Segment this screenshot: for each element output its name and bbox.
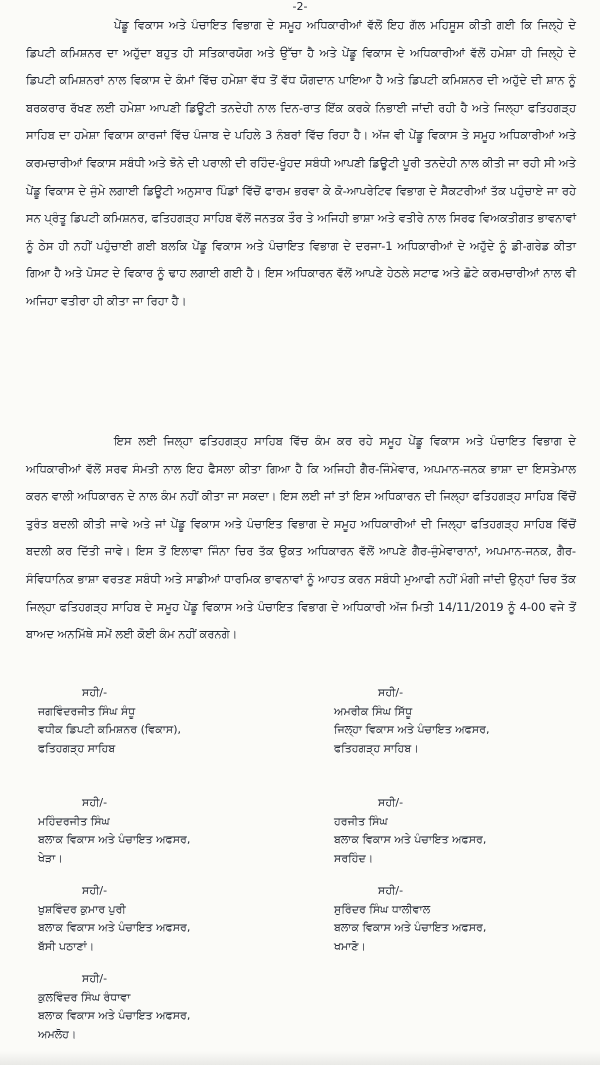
signatory-location: ਬੱਸੀ ਪਠਾਣਾਂ। bbox=[38, 939, 95, 953]
signatory-location: ਫਤਿਹਗੜ੍ਹ ਸਾਹਿਬ। bbox=[334, 741, 419, 755]
signature-mark: ਸਹੀ/- bbox=[82, 686, 108, 699]
signatory-name: ਹਰਜੀਤ ਸਿੰਘ bbox=[334, 814, 388, 828]
signatory-designation: ਵਧੀਕ ਡਿਪਟੀ ਕਮਿਸ਼ਨਰ (ਵਿਕਾਸ), bbox=[38, 723, 182, 736]
signatory-name: ਜਗਵਿੰਦਰਜੀਤ ਸਿੰਘ ਸੰਧੂ bbox=[38, 704, 136, 718]
signature-mark: ਸਹੀ/- bbox=[378, 884, 404, 897]
signature-block-3 bbox=[38, 794, 190, 868]
signatory-location: ਖੇੜਾ। bbox=[38, 851, 63, 865]
signature-block-2 bbox=[334, 684, 490, 758]
paragraph-2-block bbox=[26, 428, 576, 649]
paragraph-2: ਇਸ ਲਈ ਜਿਲ੍ਹਾ ਫਤਿਹਗੜ੍ਹ ਸਾਹਿਬ ਵਿੱਚ ਕੰਮ ਕਰ ਰਹੇ ਸਮੂਹ ਪੇਂਡੂ ਵਿਕਾਸ ਅਤੇ ਪੰਚਾਇਤ ਵਿਭਾਗ ਦੇ ਅਧਿਕਾਰੀਆਂ ਵੱਲੋਂ ਸਰਵ ਸੰਮਤੀ ਨਾਲ ਇਹ ਫੈਸਲਾ ਕੀਤਾ ਗਿਆ ਹੈ ਕਿ ਅਜਿਹੀ ਗੈਰ-ਜਿੰਮੇਵਾਰ, ਅਪਮਾਨ-ਜਨਕ ਭਾਸ਼ਾ ਦਾ ਇਸਤੇਮਾਲ ਕਰਨ ਵਾਲੀ ਅਧਿਕਾਰਨ ਦੇ ਨਾਲ ਕੰਮ ਨਹੀਂ ਕੀਤਾ ਜਾ ਸਕਦਾ। ਇਸ ਲਈ ਜਾਂ ਤਾਂ ਇਸ ਅਧਿਕਾਰਨ ਦੀ ਜਿਲ੍ਹਾ ਫਤਿਹਗੜ੍ਹ ਸਾਹਿਬ ਵਿੱਚੋਂ ਤੁਰੰਤ ਬਦਲੀ ਕੀਤੀ ਜਾਵੇ ਅਤੇ ਜਾਂ ਪੇਂਡੂ ਵਿਕਾਸ ਅਤੇ ਪੰਚਾਇਤ ਵਿਭਾਗ ਦੇ ਸਮੂਹ ਅਧਿਕਾਰੀਆਂ ਦੀ ਜਿਲ੍ਹਾ ਫਤਿਹਗੜ੍ਹ ਸਾਹਿਬ ਵਿੱਚੋਂ ਬਦਲੀ ਕਰ ਦਿੱਤੀ ਜਾਵੇ। ਇਸ ਤੋਂ ਇਲਾਵਾ ਜਿੰਨਾ ਚਿਰ ਤੱਕ ਉਕਤ ਅਧਿਕਾਰਨ ਵੱਲੋਂ ਆਪਣੇ ਗੈਰ-ਜੁੰਮੇਵਾਰਾਨਾਂ, ਅਪਮਾਨ-ਜਨਕ, ਗੈਰ-ਸੰਵਿਧਾਨਿਕ ਭਾਸ਼ਾ ਵਰਤਣ ਸਬੰਧੀ ਅਤੇ ਸਾਡੀਆਂ ਧਾਰਮਿਕ ਭਾਵਨਾਵਾਂ ਨੂੰ ਆਹਤ ਕਰਨ ਸਬੰਧੀ ਮੁਆਫੀ ਨਹੀਂ ਮੰਗੀ ਜਾਂਦੀ ਉਨ੍ਹਾਂ ਚਿਰ ਤੱਕ ਜਿਲ੍ਹਾ ਫਤਿਹਗੜ੍ਹ ਸਾਹਿਬ ਦੇ ਸਮੂਹ ਪੇਂਡੂ ਵਿਕਾਸ ਅਤੇ ਪੰਚਾਇਤ ਵਿਭਾਗ ਦੇ ਅਧਿਕਾਰੀ ਅੱਜ ਮਿਤੀ 14/11/2019 ਨੂੰ 4-00 ਵਜੇ ਤੋਂ ਬਾਅਦ ਅਨਮਿੱਥੇ ਸਮੇਂ ਲਈ ਕੋਈ ਕੰਮ ਨਹੀਂ ਕਰਨਗੇ। bbox=[26, 434, 576, 642]
signatory-name: ਕੁਲਵਿੰਦਰ ਸਿੰਘ ਰੰਧਾਵਾ bbox=[38, 990, 131, 1004]
signature-block-7 bbox=[38, 970, 190, 1044]
page-bottom-edge bbox=[0, 1051, 600, 1065]
signatory-location: ਅਮਲੋਹ। bbox=[38, 1027, 77, 1041]
signatory-designation: ਬਲਾਕ ਵਿਕਾਸ ਅਤੇ ਪੰਚਾਇਤ ਅਫਸਰ, bbox=[38, 1009, 191, 1022]
signature-mark: ਸਹੀ/- bbox=[378, 796, 404, 809]
signature-block-1 bbox=[38, 684, 181, 758]
signatory-name: ਮਹਿੰਦਰਜੀਤ ਸਿੰਘ bbox=[38, 814, 110, 828]
signatory-location: ਫਤਿਹਗੜ੍ਹ ਸਾਹਿਬ bbox=[38, 741, 116, 755]
paragraph-1: ਪੇਂਡੂ ਵਿਕਾਸ ਅਤੇ ਪੰਚਾਇਤ ਵਿਭਾਗ ਦੇ ਸਮੂਹ ਅਧਿਕਾਰੀਆਂ ਵੱਲੋਂ ਇਹ ਗੱਲ ਮਹਿਸੂਸ ਕੀਤੀ ਗਈ ਕਿ ਜਿਲ੍ਹੇ ਦੇ ਡਿਪਟੀ ਕਮਿਸ਼ਨਰ ਦਾ ਅਹੁੱਦਾ ਬਹੁਤ ਹੀ ਸਤਿਕਾਰਯੋਗ ਅਤੇ ਉੱਚਾ ਹੈ ਅਤੇ ਪੇਂਡੂ ਵਿਕਾਸ ਦੇ ਅਧਿਕਾਰੀਆਂ ਵੱਲੋਂ ਹਮੇਸ਼ਾ ਹੀ ਜਿਲ੍ਹੇ ਦੇ ਡਿਪਟੀ ਕਮਿਸ਼ਨਰਾਂ ਨਾਲ ਵਿਕਾਸ ਦੇ ਕੰਮਾਂ ਵਿੱਚ ਹਮੇਸ਼ਾ ਵੱਧ ਤੋਂ ਵੱਧ ਯੋਗਦਾਨ ਪਾਇਆ ਹੈ ਅਤੇ ਡਿਪਟੀ ਕਮਿਸ਼ਨਰ ਦੀ ਅਹੁੱਦੇ ਦੀ ਸ਼ਾਨ ਨੂੰ ਬਰਕਰਾਰ ਰੱਖਣ ਲਈ ਹਮੇਸ਼ਾ ਆਪਣੀ ਡਿਊਟੀ ਤਨਦੇਹੀ ਨਾਲ ਦਿਨ-ਰਾਤ ਇੱਕ ਕਰਕੇ ਨਿਭਾਈ ਜਾਂਦੀ ਰਹੀ ਹੈ ਅਤੇ ਜਿਲ੍ਹਾ ਫਤਿਹਗੜ੍ਹ ਸਾਹਿਬ ਦਾ ਹਮੇਸ਼ਾ ਵਿਕਾਸ ਕਾਰਜਾਂ ਵਿੱਚ ਪੰਜਾਬ ਦੇ ਪਹਿਲੇ 3 ਨੰਬਰਾਂ ਵਿੱਚ ਰਿਹਾ ਹੈ। ਅੱਜ ਵੀ ਪੇਂਡੂ ਵਿਕਾਸ ਤੇ ਸਮੂਹ ਅਧਿਕਾਰੀਆਂ ਅਤੇ ਕਰਮਚਾਰੀਆਂ ਵਿਕਾਸ ਸਬੰਧੀ ਅਤੇ ਝੋਨੇ ਦੀ ਪਰਾਲੀ ਦੀ ਰਹਿੰਦ-ਖੂੰਹਦ ਸਬੰਧੀ ਆਪਣੀ ਡਿਊਟੀ ਪੂਰੀ ਤਨਦੇਹੀ ਨਾਲ ਕੀਤੀ ਜਾ ਰਹੀ ਸੀ ਅਤੇ ਪੇਂਡੂ ਵਿਕਾਸ ਦੇ ਜੁੰਮੇ ਲਗਾਈ ਡਿਊਟੀ ਅਨੁਸਾਰ ਪਿੰਡਾਂ ਵਿੱਚੋਂ ਫਾਰਮ ਭਰਵਾ ਕੇ ਕੋ-ਆਪਰੇਟਿਵ ਵਿਭਾਗ ਦੇ ਸੈਕਟਰੀਆਂ ਤੱਕ ਪਹੁੰਚਾਏ ਜਾ ਰਹੇ ਸਨ ਪ੍ਰੰਤੂ ਡਿਪਟੀ ਕਮਿਸ਼ਨਰ, ਫਤਿਹਗੜ੍ਹ ਸਾਹਿਬ ਵੱਲੋਂ ਜਨਤਕ ਤੌਰ ਤੇ ਅਜਿਹੀ ਭਾਸ਼ਾ ਅਤੇ ਵਤੀਰੇ ਨਾਲ ਸਿਰਫ ਵਿਅਕਤੀਗਤ ਭਾਵਨਾਵਾਂ ਨੂੰ ਠੇਸ ਹੀ ਨਹੀਂ ਪਹੁੰਚਾਈ ਗਈ ਬਲਕਿ ਪੇਂਡੂ ਵਿਕਾਸ ਅਤੇ ਪੰਚਾਇਤ ਵਿਭਾਗ ਦੇ ਦਰਜਾ-1 ਅਧਿਕਾਰੀਆਂ ਦੇ ਅਹੁੱਦੇ ਨੂੰ ਡੀ-ਗਰੇਡ ਕੀਤਾ ਗਿਆ ਹੈ ਅਤੇ ਪੋਸਟ ਦੇ ਵਿਕਾਰ ਨੂੰ ਢਾਹ ਲਗਾਈ ਗਈ ਹੈ। ਇਸ ਅਧਿਕਾਰਨ ਵੱਲੋਂ ਆਪਣੇ ਹੇਠਲੇ ਸਟਾਫ ਅਤੇ ਛੋਟੇ ਕਰਮਚਾਰੀਆਂ ਨਾਲ ਵੀ ਅਜਿਹਾ ਵਤੀਰਾ ਹੀ ਕੀਤਾ ਜਾ ਰਿਹਾ ਹੈ। bbox=[26, 18, 576, 308]
signatory-name: ਖੁਸ਼ਵਿੰਦਰ ਕੁਮਾਰ ਪੁਰੀ bbox=[38, 902, 126, 916]
signatory-designation: ਬਲਾਕ ਵਿਕਾਸ ਅਤੇ ਪੰਚਾਇਤ ਅਫਸਰ, bbox=[38, 921, 191, 934]
signature-mark: ਸਹੀ/- bbox=[82, 972, 108, 985]
signatory-designation: ਬਲਾਕ ਵਿਕਾਸ ਅਤੇ ਪੰਚਾਇਤ ਅਫਸਰ, bbox=[334, 921, 487, 934]
signatory-location: ਸਰਹਿੰਦ। bbox=[334, 851, 374, 865]
signatory-designation: ਬਲਾਕ ਵਿਕਾਸ ਅਤੇ ਪੰਚਾਇਤ ਅਫਸਰ, bbox=[334, 833, 487, 846]
signature-block-5 bbox=[38, 882, 190, 956]
signature-mark: ਸਹੀ/- bbox=[82, 796, 108, 809]
signature-block-6 bbox=[334, 882, 486, 956]
signature-block-4 bbox=[334, 794, 486, 868]
signatory-name: ਅਮਰੀਕ ਸਿੰਘ ਸਿੱਧੂ bbox=[334, 704, 413, 718]
page-number: -2- bbox=[292, 0, 308, 13]
signatory-designation: ਬਲਾਕ ਵਿਕਾਸ ਅਤੇ ਪੰਚਾਇਤ ਅਫਸਰ, bbox=[38, 833, 191, 846]
signature-mark: ਸਹੀ/- bbox=[378, 686, 404, 699]
paragraph-1-block bbox=[26, 12, 576, 316]
signatory-designation: ਜਿਲ੍ਹਾ ਵਿਕਾਸ ਅਤੇ ਪੰਚਾਇਤ ਅਫਸਰ, bbox=[334, 723, 490, 736]
signature-mark: ਸਹੀ/- bbox=[82, 884, 108, 897]
signatory-location: ਖਮਾਣੋ। bbox=[334, 939, 366, 953]
signatory-name: ਸੁਰਿੰਦਰ ਸਿੰਘ ਧਾਲੀਵਾਲ bbox=[334, 902, 431, 916]
